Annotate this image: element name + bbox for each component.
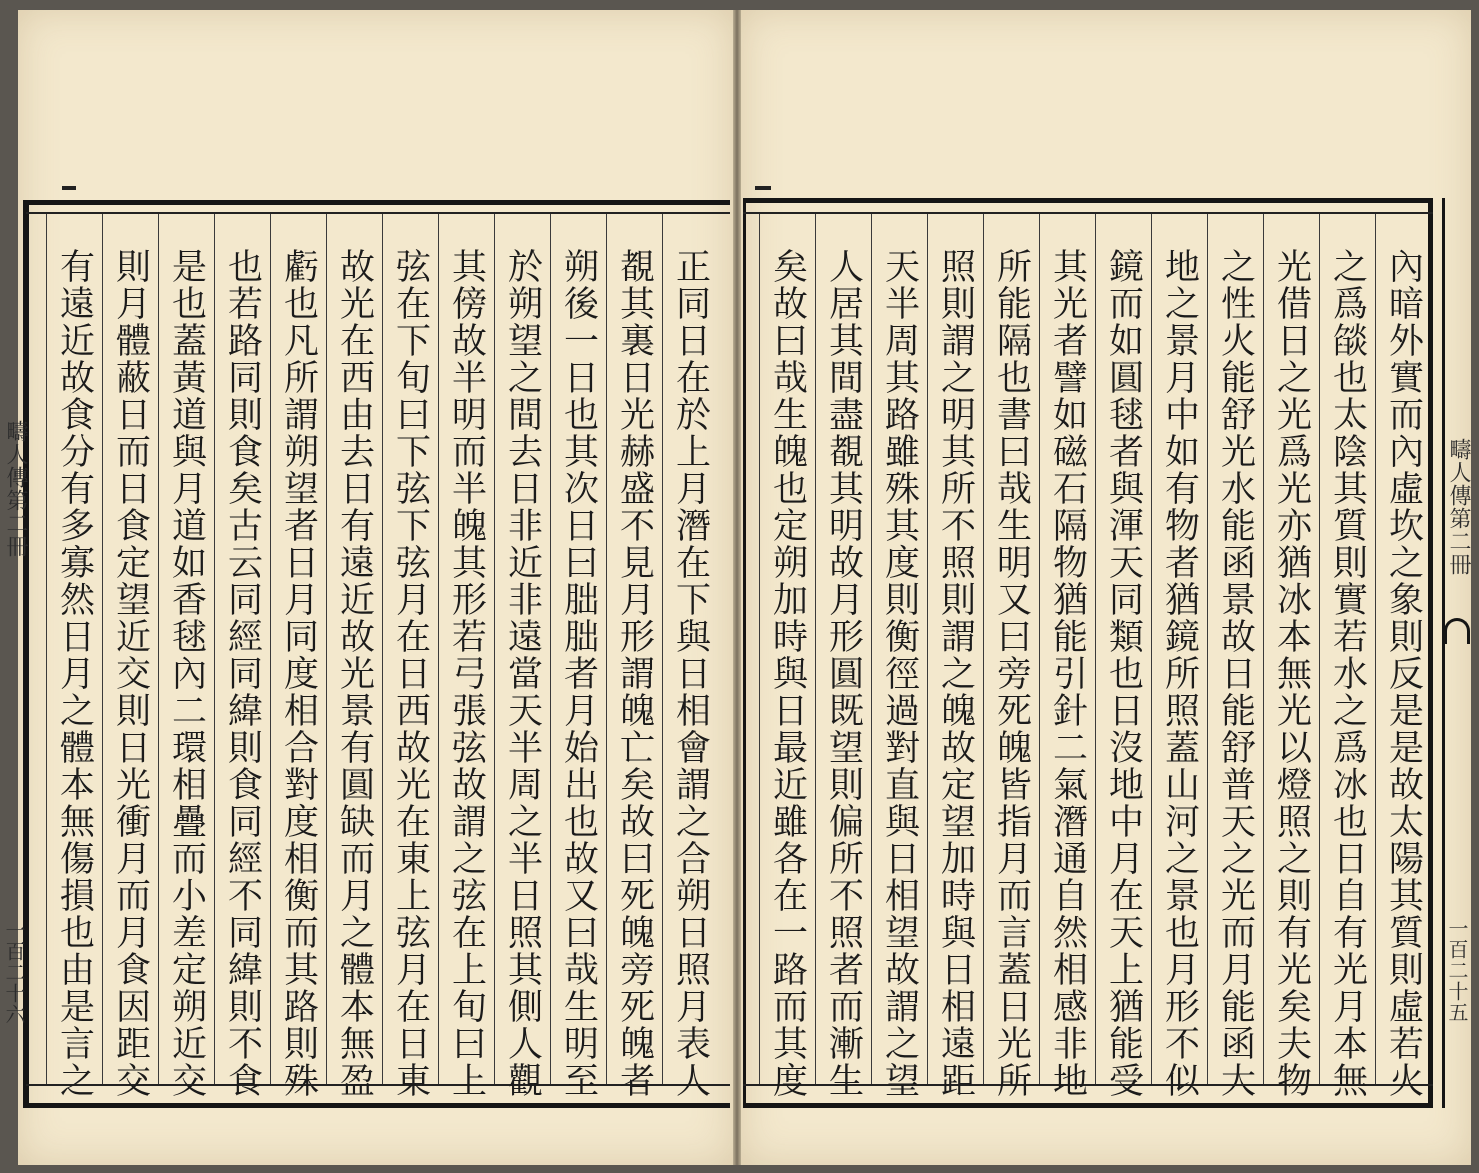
ink-speck bbox=[755, 186, 771, 190]
right-heart-folio: 一百二十五 bbox=[1445, 918, 1469, 1023]
column-text: 矣故曰哉生魄也定朔加時與日最近雖各在一路而其度 bbox=[767, 248, 808, 1099]
ink-speck bbox=[62, 186, 76, 190]
text-column bbox=[927, 214, 983, 1099]
column-text: 之爲燄也太陰其質則實若水之爲冰也日自有光月本無 bbox=[1327, 248, 1368, 1099]
text-column bbox=[1207, 214, 1263, 1099]
column-text: 天半周其路雖殊其度則衡徑過對直與日相望故謂之望 bbox=[879, 248, 920, 1099]
column-text: 內暗外實而內虛坎之象則反是是故太陽其質則虛若火 bbox=[1383, 248, 1424, 1099]
column-text: 地之景月中如有物者猶鏡所照蓋山河之景也月形不似 bbox=[1159, 248, 1200, 1099]
text-column bbox=[494, 214, 550, 1099]
column-text: 其光者譬如磁石隔物猶能引針二氣潛通自然相感非地 bbox=[1047, 248, 1088, 1099]
text-column bbox=[815, 214, 871, 1099]
right-heart-title: 疇人傳第二冊 bbox=[1446, 438, 1471, 576]
column-text: 弦在下旬曰下弦下弦月在日西故光在東上弦月在日東 bbox=[390, 248, 431, 1099]
text-column bbox=[1095, 214, 1151, 1099]
text-column bbox=[158, 214, 214, 1099]
text-column bbox=[983, 214, 1039, 1099]
text-column bbox=[759, 214, 815, 1099]
text-column bbox=[326, 214, 382, 1099]
column-text: 覩其裏日光赫盛不見月形謂魄亡矣故曰死魄旁死魄者 bbox=[614, 248, 655, 1099]
text-column bbox=[1319, 214, 1375, 1099]
right-page-heart bbox=[1442, 198, 1471, 1108]
left-heart-title: 疇人傳第二冊 bbox=[3, 420, 28, 558]
column-text: 光借日之光爲光亦猶冰本無光以燈照之則有光矣夫物 bbox=[1271, 248, 1312, 1099]
column-text: 之性火能舒光水能函景故日能舒普天之光而月能函大 bbox=[1215, 248, 1256, 1099]
text-column bbox=[550, 214, 606, 1099]
column-text: 是也蓋黃道與月道如香毬內二環相疊而小差定朔近交 bbox=[166, 248, 207, 1099]
column-text: 故光在西由去日有遠近故光景有圓缺而月之體本無盈 bbox=[334, 248, 375, 1099]
column-text: 則月體蔽日而日食定望近交則日光衝月而月食因距交 bbox=[110, 248, 151, 1099]
column-text: 鏡而如圓毬者與渾天同類也日沒地中月在天上猶能受 bbox=[1103, 248, 1144, 1099]
column-text: 正同日在於上月潛在下與日相會謂之合朔日照月表人 bbox=[670, 248, 711, 1099]
text-column bbox=[662, 214, 718, 1099]
text-column bbox=[1375, 214, 1431, 1099]
book-gutter bbox=[733, 10, 741, 1165]
text-column bbox=[270, 214, 326, 1099]
text-column bbox=[1151, 214, 1207, 1099]
left-heart-folio: 一百二十六 bbox=[2, 920, 26, 1025]
column-text: 人居其間盡覩其明故月形圓既望則偏所不照者而漸生 bbox=[823, 248, 864, 1099]
text-column bbox=[1039, 214, 1095, 1099]
text-column bbox=[438, 214, 494, 1099]
column-text: 虧也凡所謂朔望者日月同度相合對度相衡而其路則殊 bbox=[278, 248, 319, 1099]
text-column bbox=[102, 214, 158, 1099]
text-column bbox=[382, 214, 438, 1099]
column-text: 於朔望之間去日非近非遠當天半周之半日照其側人觀 bbox=[502, 248, 543, 1099]
column-text: 其傍故半明而半魄其形若弓張弦故謂之弦在上旬曰上 bbox=[446, 248, 487, 1099]
column-text: 所能隔也書曰哉生明又曰旁死魄皆指月而言蓋日光所 bbox=[991, 248, 1032, 1099]
text-column bbox=[214, 214, 270, 1099]
text-column bbox=[871, 214, 927, 1099]
text-column bbox=[606, 214, 662, 1099]
column-text: 朔後一日也其次日曰朏朏者月始出也故又曰哉生明至 bbox=[558, 248, 599, 1099]
left-page-heart bbox=[0, 200, 26, 1108]
text-column bbox=[1263, 214, 1319, 1099]
column-text: 照則謂之明其所不照則謂之魄故定望加時與日相遠距 bbox=[935, 248, 976, 1099]
column-text: 也若路同則食矣古云同經同緯則食同經不同緯則不食 bbox=[222, 248, 263, 1099]
text-column bbox=[46, 214, 102, 1099]
column-text: 有遠近故食分有多寡然日月之體本無傷損也由是言之 bbox=[54, 248, 95, 1099]
fish-tail-mark bbox=[1444, 618, 1470, 644]
